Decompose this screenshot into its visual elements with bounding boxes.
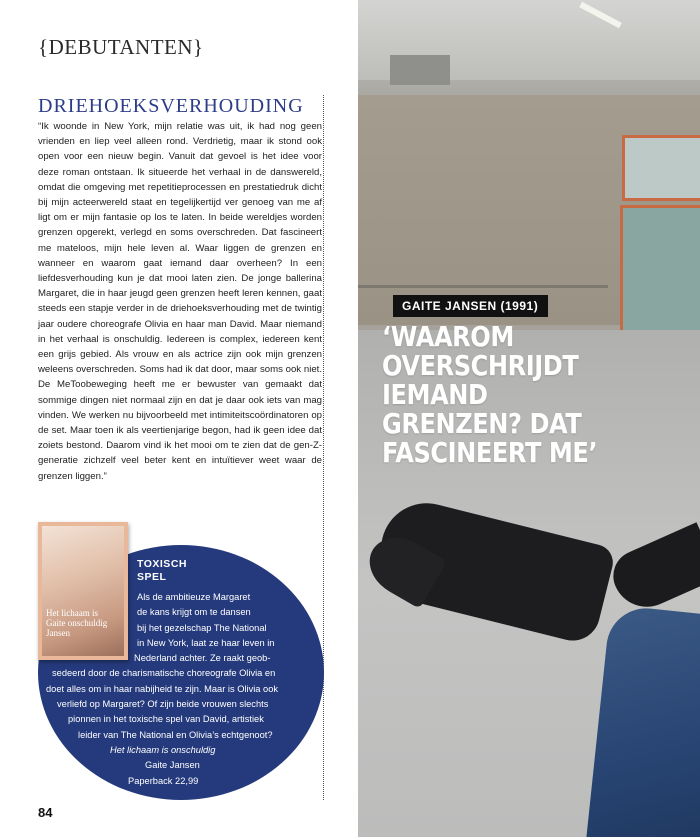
book-line: pionnen in het toxische spel van David, artistiek — [68, 714, 264, 725]
book-line: verliefd op Margaret? Of zijn beide vrouwen slechts — [57, 699, 269, 710]
book-heading-line2: SPEL — [137, 571, 167, 583]
quote-line: GRENZEN? DAT — [382, 407, 582, 440]
article-body — [38, 119, 322, 484]
section-label: {DEBUTANTEN} — [38, 35, 204, 59]
cover-title-text: Het lichaam is Gaite onschuldig Jansen — [46, 608, 108, 638]
book-line: sedeerd door de charismatische choreografe Olivia en — [52, 668, 276, 679]
book-heading-line1: TOXISCH — [137, 558, 187, 570]
book-author: Gaite Jansen — [145, 760, 200, 771]
book-line: leider van The National en Olivia’s echtgenoot? — [78, 729, 273, 740]
article-title: DRIEHOEKSVERHOUDING — [38, 95, 304, 117]
photo-ballet-barre — [358, 285, 608, 288]
pull-quote — [382, 322, 649, 467]
book-line: de kans krijgt om te dansen — [137, 607, 251, 618]
photo-vent — [390, 55, 450, 85]
book-heading — [137, 558, 187, 584]
quote-line: IEMAND — [382, 378, 488, 411]
quote-line: OVERSCHRIJDT — [382, 349, 579, 382]
book-line: doet alles om in haar nabijheid te zijn. Maar is Olivia ook — [46, 683, 279, 694]
article-paragraph: “Ik woonde in New York, mijn relatie was uit, ik had nog geen vrienden en liep veel alleen rond. Verdrietig, maar ik stond ook open voor een nieuw begin. Vanuit dat gevoel is het idee voor deze roman ontstaan. Ik situeerde het verhaal in de danswereld, omdat die omgeving met repetitieprocessen en prestatiedruk dicht bij mijn acteerwereld staat en tegelijkertijd ver genoeg van me af ligt om er mijn fantasie op los te laten. In beide wereldjes worden grenzen opgerekt, verlegd en soms overschreden. Dat fascineert me mateloos, mijn hele leven al. Waar liggen de grenzen en wanneer en waarom gaat iemand daar overheen? In een liefdesverhouding kun je dat mooi laten zien. De jonge ballerina Margaret, die in haar jeugd geen grenzen heeft leren kennen, gaat steeds een stapje verder in de driehoeksverhouding met de twintig jaar oudere choreografe Olivia en haar man David. Maar niemand in het verhaal is onschuldig. Iedereen is complex, iedereen kent een grijs gebied. Als vrouw en als actrice zijn ook mijn grenzen weleens overschreden. Soms had ik dat door, maar soms ook niet. De MeToobeweging heeft me er bewuster van gemaakt dat sommige dingen niet normaal zijn en dat je daar ook iets van mag vinden. We werken nu bijvoorbeeld met intimiteitscoördinatoren op de set. Maar toen ik als veertienjarige begon, had ik geen idee dat zoiets bestond. Daarom vind ik het mooi om te zien dat de gen-Z-generatie zichzelf veel beter kent en intuïtiever weet waar de grenzen liggen.” — [38, 121, 322, 482]
name-tag: GAITE JANSEN (1991) — [393, 295, 548, 317]
book-line: in New York, laat ze haar leven in — [137, 637, 275, 648]
book-title: Het lichaam is onschuldig — [110, 744, 216, 755]
book-format-price: Paperback 22,99 — [128, 775, 199, 786]
quote-line: ‘WAAROM — [382, 320, 514, 353]
page-number: 84 — [38, 805, 53, 820]
book-line: bij het gezelschap The National — [137, 622, 267, 633]
photo-door-window — [622, 135, 700, 201]
book-line: Nederland achter. Ze raakt geob- — [134, 653, 271, 664]
book-line: Als de ambitieuze Margaret — [137, 592, 251, 602]
book-description — [38, 590, 324, 789]
quote-line: FASCINEERT ME’ — [382, 436, 598, 469]
